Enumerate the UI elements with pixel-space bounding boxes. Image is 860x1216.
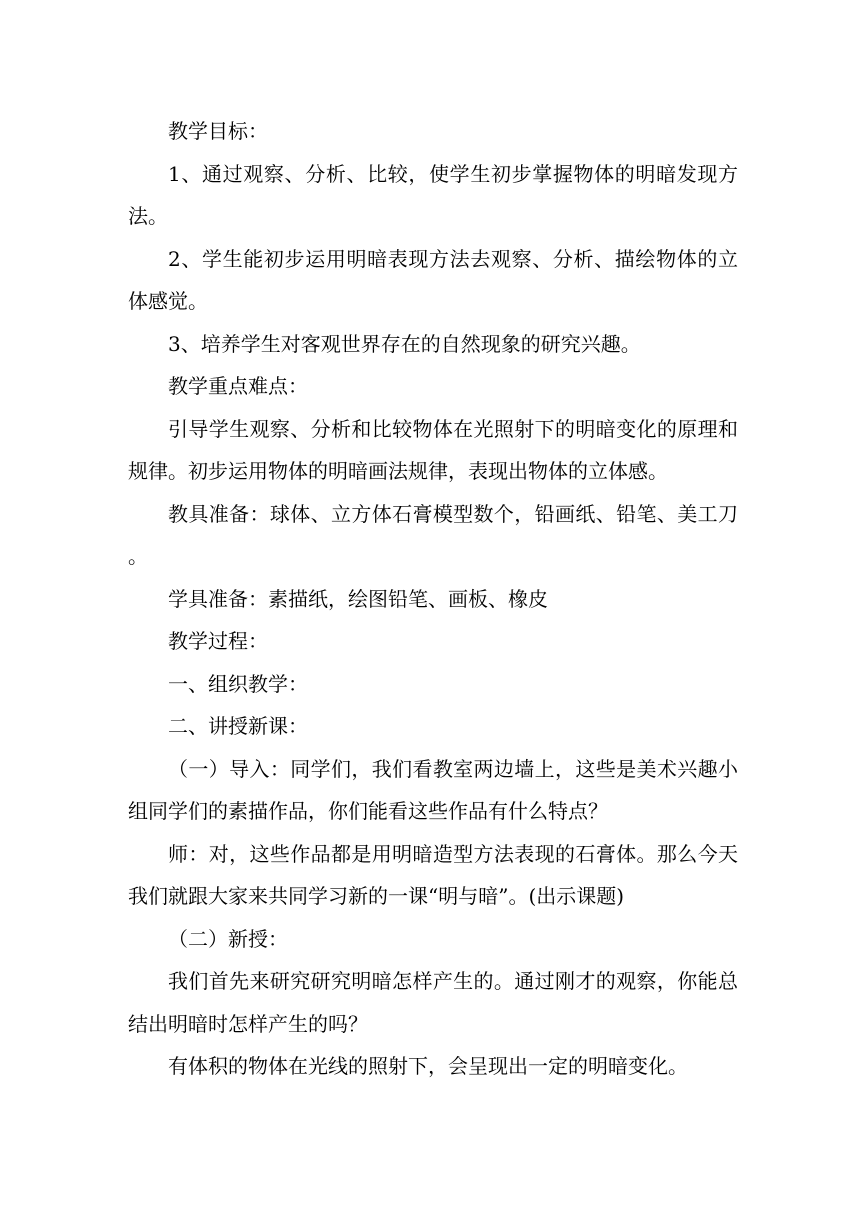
heading-teaching-goals: 教学目标： [168,119,268,143]
teacher-remark: 师：对，这些作品都是用明暗造型方法表现的石膏体。那么今天我们就跟大家来共同学习新的一课“明与暗”。(出示课题) [128,841,738,908]
document-body [128,110,738,1088]
goal-item-2: 2、学生能初步运用明暗表现方法去观察、分析、描绘物体的立体感觉。 [128,246,738,313]
process-step-2: 二、讲授新课： [168,714,308,738]
new-lesson-answer: 有体积的物体在光线的照射下，会呈现出一定的明暗变化。 [168,1054,688,1078]
heading-teaching-process: 教学过程： [168,629,268,653]
goal-item-3: 3、培养学生对客观世界存在的自然现象的研究兴趣。 [168,331,641,356]
heading-key-points: 教学重点难点： [168,374,308,398]
new-lesson-question: 我们首先来研究研究明暗怎样产生的。通过刚才的观察，你能总结出明暗时怎样产生的吗？ [128,969,738,1036]
key-points-text: 引导学生观察、分析和比较物体在光照射下的明暗变化的原理和规律。初步运用物体的明暗画法规律，表现出物体的立体感。 [128,416,738,483]
student-materials: 学具准备：素描纸，绘图铅笔、画板、橡皮 [168,586,548,611]
intro-section: （一）导入：同学们，我们看教室两边墙上，这些是美术兴趣小组同学们的素描作品，你们能看这些作品有什么特点？ [128,756,738,823]
teaching-materials: 教具准备：球体、立方体石膏模型数个，铅画纸、铅笔、美工刀。 [128,501,738,568]
new-lesson-heading: （二）新授： [168,926,288,951]
goal-item-1: 1、通过观察、分析、比较，使学生初步掌握物体的明暗发现方法。 [128,161,738,228]
process-step-1: 一、组织教学： [168,671,308,696]
